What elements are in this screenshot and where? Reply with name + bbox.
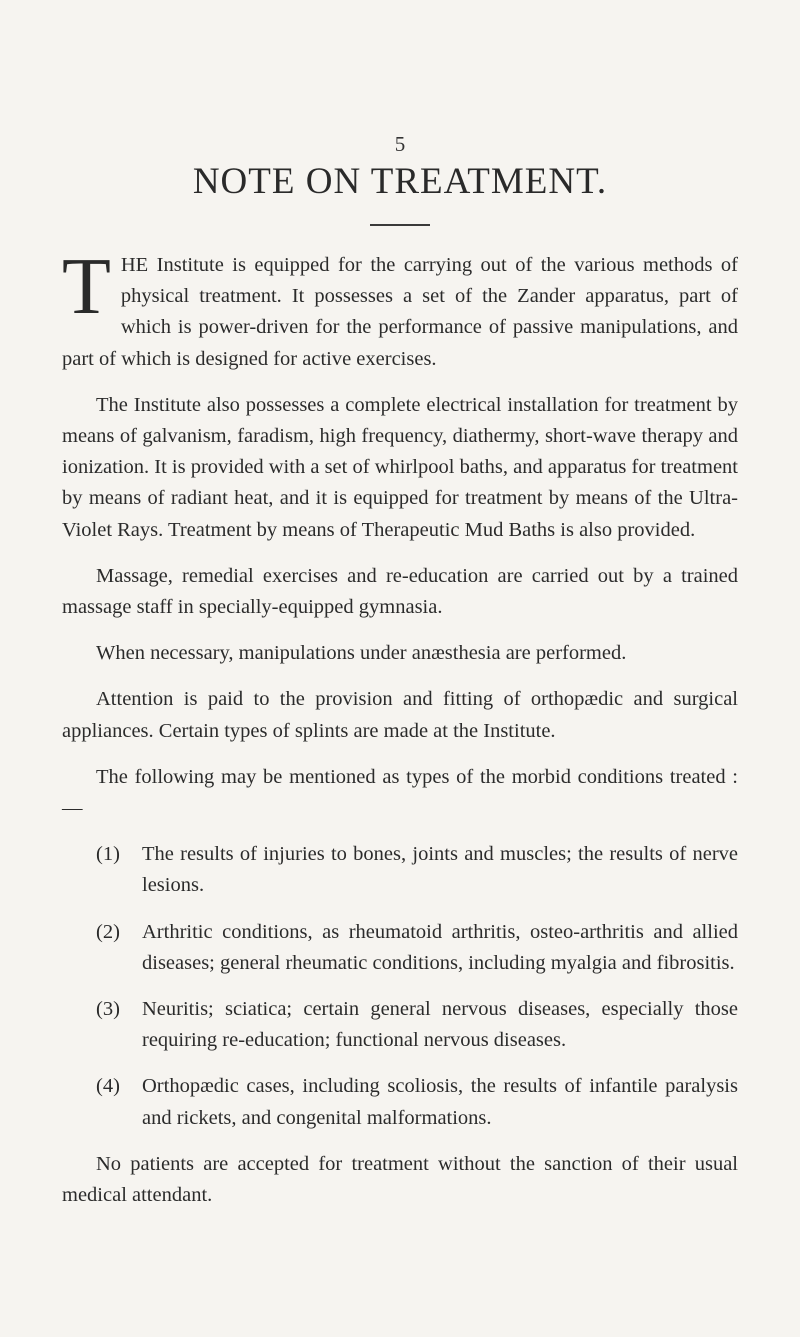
- paragraph-appliances: Attention is paid to the provision and fitting of orthopædic and surgical appliances. Certain types of splints are made at the Institute.: [62, 688, 738, 742]
- intro-paragraph: [62, 243, 738, 375]
- list-item-number: (2): [96, 920, 120, 943]
- intro-text: HE Institute is equipped for the carrying out of the various methods of physical treatment. It possesses a set of the Zander apparatus, part of which is power-driven for the performance of passive manipulations, and part of which is designed for active exercises.: [62, 254, 738, 370]
- paragraph-closing: No patients are accepted for treatment without the sanction of their usual medical attendant.: [62, 1152, 738, 1207]
- list-item-text: Arthritic conditions, as rheumatoid arthritis, osteo-arthritis and allied diseases; general rheumatic conditions, including myalgia and fibrositis.: [142, 920, 738, 974]
- list-item: [62, 1071, 738, 1133]
- conditions-list: [62, 839, 738, 1134]
- document-body: [62, 243, 738, 1226]
- list-item-text: Neuritis; sciatica; certain general nervous diseases, especially those requiring re-education; functional nervous diseases.: [142, 998, 738, 1052]
- paragraph-anaesthesia: When necessary, manipulations under anæsthesia are performed.: [96, 642, 627, 665]
- drop-cap: T: [62, 243, 111, 331]
- list-item-number: (1): [96, 843, 120, 866]
- page-title: NOTE ON TREATMENT.: [192, 161, 608, 202]
- list-item-text: The results of injuries to bones, joints and muscles; the results of nerve lesions.: [142, 843, 738, 897]
- list-item: [62, 917, 738, 979]
- list-item-text: Orthopædic cases, including scoliosis, the results of infantile paralysis and rickets, and congenital malformations.: [142, 1075, 738, 1129]
- list-item-number: (3): [96, 998, 120, 1021]
- paragraph-equipment: The Institute also possesses a complete electrical installation for treatment by means of galvanism, faradism, high frequency, diathermy, short-wave therapy and ionization. It is provided with a set of whirlpool baths, and apparatus for treatment by means of radiant heat, and it is equipped for treatment by means of the Ultra-Violet Rays. Treatment by means of Therapeutic Mud Baths is also provided.: [62, 393, 738, 541]
- list-item: [62, 839, 738, 901]
- paragraph-conditions-intro: The following may be mentioned as types of the morbid conditions treated :—: [62, 765, 738, 820]
- list-item-number: (4): [96, 1075, 120, 1098]
- page-number: 5: [394, 132, 406, 156]
- paragraph-massage: Massage, remedial exercises and re-education are carried out by a trained massage staff in specially-equipped gymnasia.: [62, 564, 738, 619]
- title-divider: [370, 224, 430, 226]
- list-item: [62, 994, 738, 1056]
